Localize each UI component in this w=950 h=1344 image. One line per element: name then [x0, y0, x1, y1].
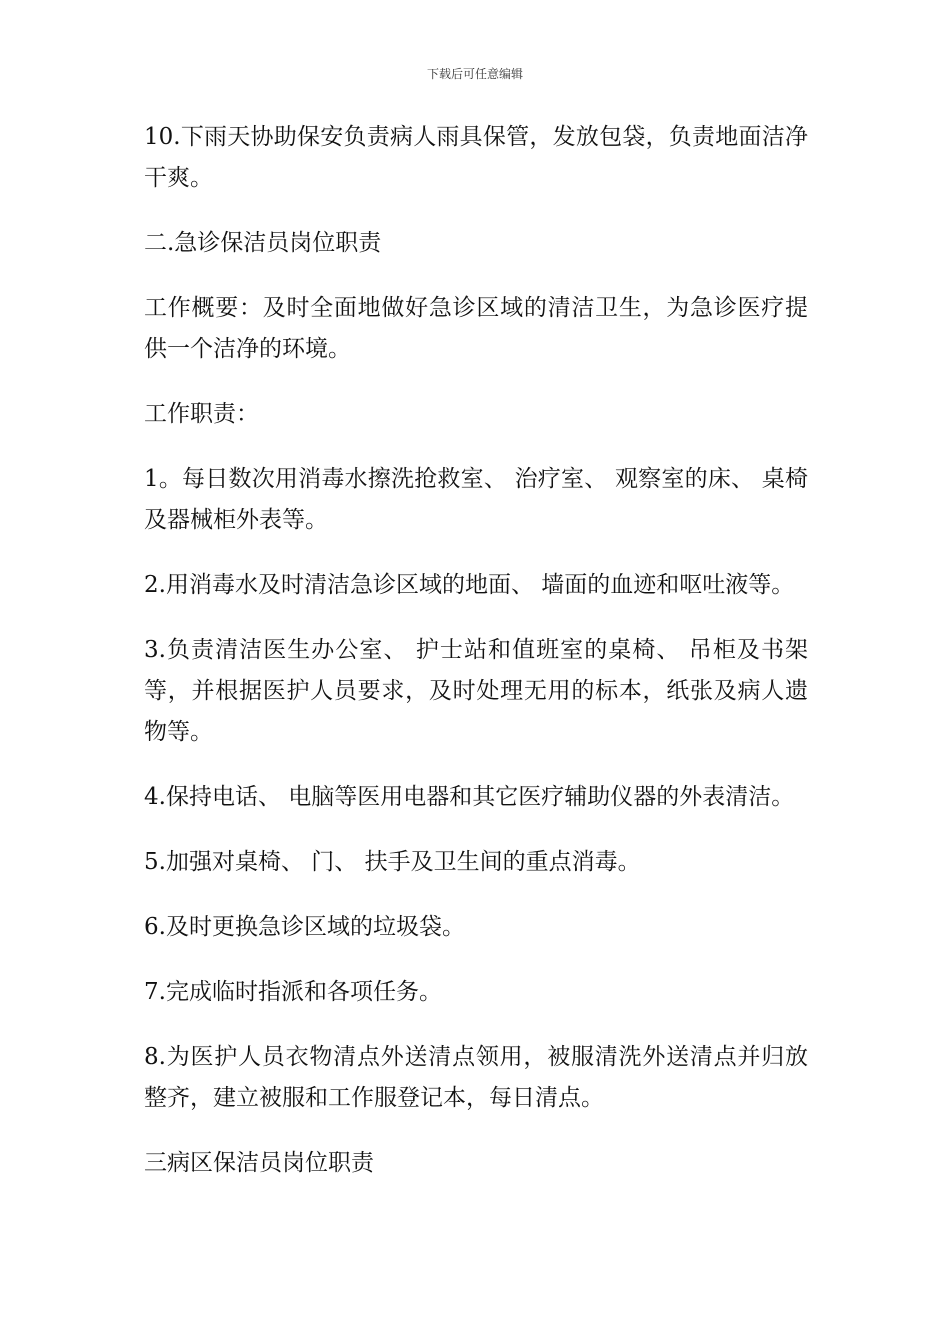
paragraph-duty-3: 3.负责清洁医生办公室、 护士站和值班室的桌椅、 吊柜及书架等，并根据医护人员要求，及时处理无用的标本，纸张及病人遗物等。: [144, 637, 808, 745]
section-heading-emergency-cleaner: 二.急诊保洁员岗位职责: [144, 230, 382, 256]
paragraph-duty-2: 2.用消毒水及时清洁急诊区域的地面、 墙面的血迹和呕吐液等。: [144, 572, 795, 598]
paragraph-duty-1: 1。每日数次用消毒水擦洗抢救室、 治疗室、 观察室的床、 桌椅及器械柜外表等。: [144, 466, 808, 533]
paragraph-duty-8: 8.为医护人员衣物清点外送清点领用，被服清洗外送清点并归放整齐，建立被服和工作服登记本，每日清点。: [144, 1044, 808, 1111]
paragraph-duty-7: 7.完成临时指派和各项任务。: [144, 979, 442, 1005]
page-header-note: 下载后可任意编辑: [426, 67, 523, 81]
document-body: [144, 117, 808, 1208]
paragraph-duty-4: 4.保持电话、 电脑等医用电器和其它医疗辅助仪器的外表清洁。: [144, 784, 795, 810]
section-heading-ward-cleaner: 三病区保洁员岗位职责: [144, 1150, 374, 1176]
paragraph-duty-5: 5.加强对桌椅、 门、 扶手及卫生间的重点消毒。: [144, 849, 641, 875]
paragraph-work-summary: 工作概要：及时全面地做好急诊区域的清洁卫生，为急诊医疗提供一个洁净的环境。: [144, 295, 808, 362]
paragraph-item-10-rain: 10.下雨天协助保安负责病人雨具保管，发放包袋，负责地面洁净干爽。: [144, 124, 808, 191]
paragraph-duties-label: 工作职责：: [144, 401, 259, 427]
paragraph-duty-6: 6.及时更换急诊区域的垃圾袋。: [144, 914, 465, 940]
